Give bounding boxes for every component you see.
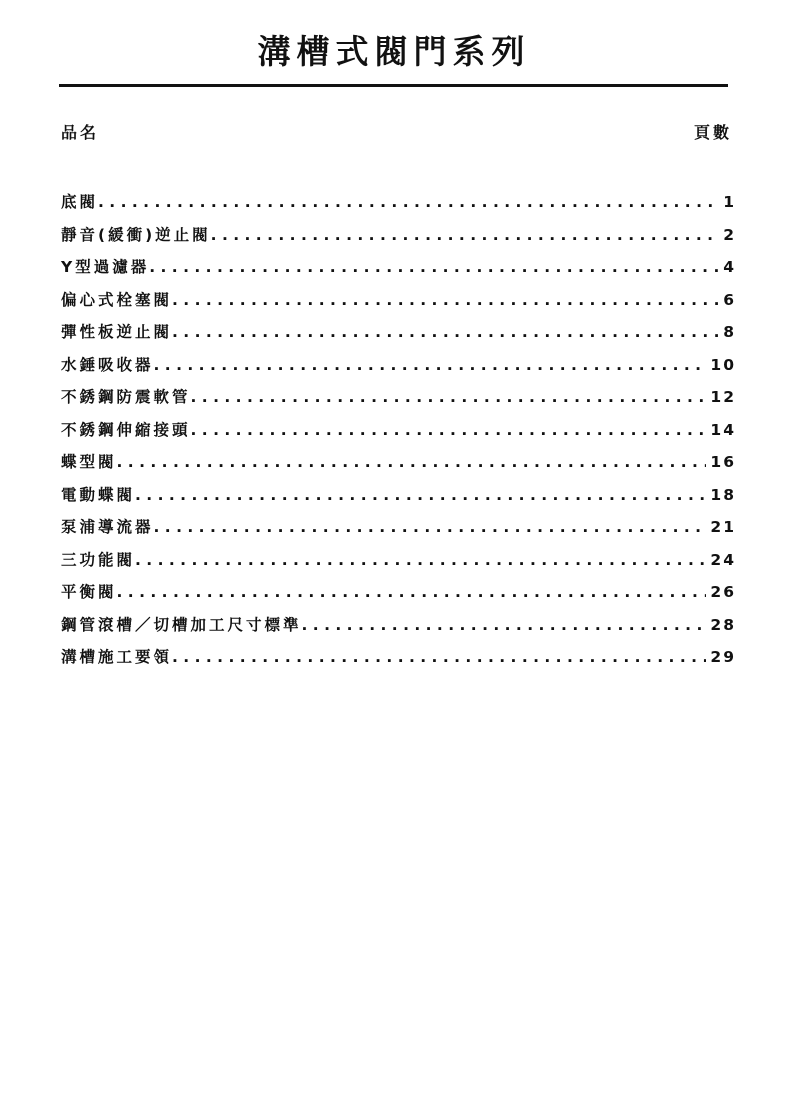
toc-entry-name: 蝶型閥: [61, 453, 117, 471]
toc-entry[interactable]: [61, 515, 736, 548]
product-name-header: 品名: [61, 123, 100, 142]
dot-leader: [172, 291, 719, 309]
toc-entry[interactable]: [61, 385, 736, 418]
toc-entry[interactable]: [61, 288, 736, 321]
dot-leader: [154, 356, 707, 374]
toc-entry-name: 底閥: [61, 193, 99, 211]
toc-entry[interactable]: [61, 353, 736, 386]
toc-entry[interactable]: [61, 483, 736, 516]
toc-entry[interactable]: [61, 450, 736, 483]
toc-entry[interactable]: [61, 645, 736, 678]
toc-entry[interactable]: [61, 548, 736, 581]
toc-header: [61, 120, 732, 144]
toc-entry-page: 1: [723, 193, 736, 211]
dot-leader: [149, 258, 719, 276]
dot-leader: [191, 388, 707, 406]
toc-entry-name: 泵浦導流器: [61, 518, 154, 536]
dot-leader: [117, 583, 707, 601]
toc-entry-page: 28: [710, 615, 736, 634]
dot-leader: [211, 226, 720, 244]
toc-entry-page: 24: [710, 550, 736, 569]
page-number-header: 頁數: [693, 123, 732, 142]
toc-entry-page: 4: [723, 258, 736, 276]
table-of-contents: [61, 190, 736, 678]
toc-entry-page: 10: [710, 355, 736, 374]
toc-entry-name: 電動蝶閥: [61, 485, 136, 504]
dot-leader: [172, 323, 719, 341]
toc-entry-name: Y型過濾器: [61, 258, 150, 276]
toc-entry-page: 29: [710, 648, 736, 666]
dot-leader: [191, 421, 707, 439]
toc-entry-page: 14: [710, 420, 736, 439]
toc-entry-name: 平衡閥: [61, 583, 117, 601]
toc-entry-page: 8: [723, 323, 736, 341]
dot-leader: [135, 551, 706, 569]
toc-entry[interactable]: [61, 190, 736, 223]
toc-entry[interactable]: [61, 580, 736, 613]
toc-entry-name: 不銹鋼伸縮接頭: [61, 420, 191, 439]
toc-entry-page: 18: [710, 485, 736, 504]
toc-entry-name: 三功能閥: [61, 550, 136, 569]
dot-leader: [172, 648, 706, 666]
toc-entry[interactable]: [61, 255, 736, 288]
toc-entry-page: 21: [710, 518, 736, 536]
toc-entry-name: 偏心式栓塞閥: [61, 290, 173, 309]
toc-entry-page: 12: [710, 388, 736, 406]
toc-entry-name: 不銹鋼防震軟管: [61, 388, 191, 406]
toc-entry[interactable]: [61, 223, 736, 256]
toc-entry-page: 26: [710, 583, 736, 601]
dot-leader: [135, 486, 706, 504]
toc-entry-page: 6: [723, 290, 736, 309]
title-divider: [59, 84, 728, 87]
toc-entry-name: 鋼管滾槽／切槽加工尺寸標準: [61, 615, 302, 634]
toc-entry-name: 彈性板逆止閥: [61, 323, 173, 341]
toc-entry[interactable]: [61, 418, 736, 451]
toc-entry[interactable]: [61, 613, 736, 646]
page-title: 溝槽式閥門系列: [257, 32, 531, 71]
toc-entry[interactable]: [61, 320, 736, 353]
toc-entry-name: 溝槽施工要領: [61, 648, 173, 666]
dot-leader: [98, 193, 719, 211]
toc-entry-name: 水錘吸收器: [61, 355, 154, 374]
toc-entry-page: 16: [710, 453, 736, 471]
toc-entry-page: 2: [723, 225, 736, 244]
toc-entry-name: 靜音(緩衝)逆止閥: [61, 225, 211, 244]
dot-leader: [154, 518, 707, 536]
dot-leader: [117, 453, 707, 471]
dot-leader: [302, 616, 707, 634]
